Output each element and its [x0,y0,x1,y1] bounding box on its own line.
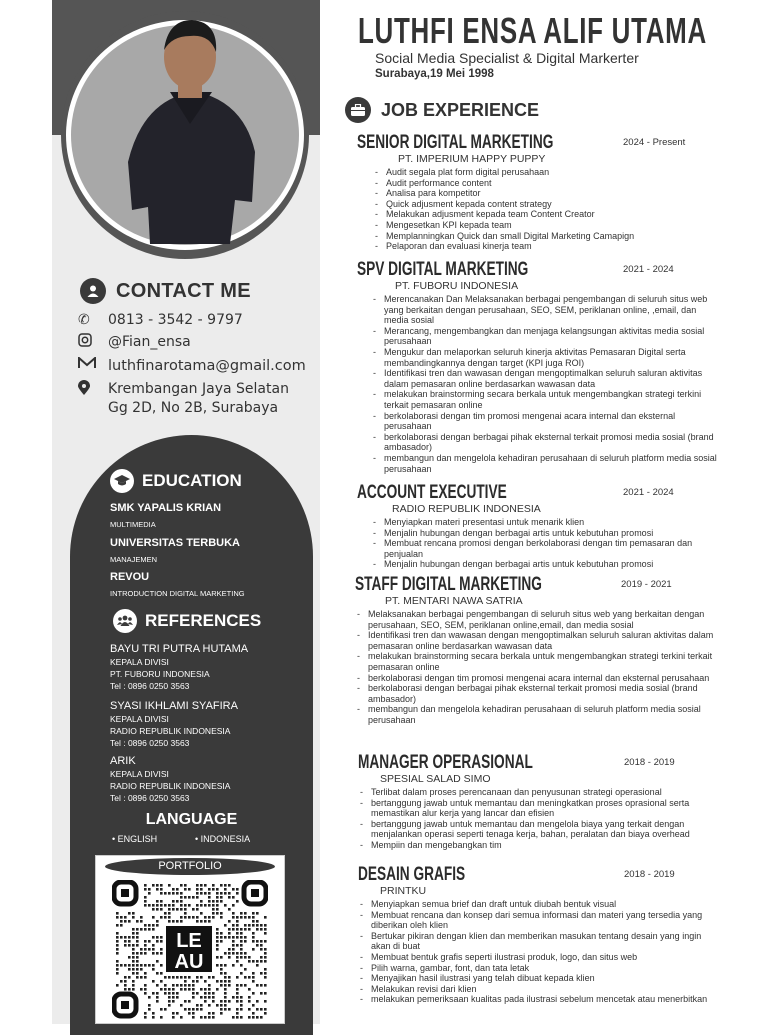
instagram-icon [78,333,108,347]
job-duty-item: - melakukan pemeriksaan kualitas pada ilustrasi sebelum mencetak atau menerbitkan [358,994,718,1005]
job-duty-item: - berkolaborasi dengan tim promosi mengenai acara internal dan eksternal perusahaan [371,411,717,432]
education-major: MANAJEMEN [110,555,158,564]
portfolio-qr-code[interactable] [112,880,268,1020]
job-duty-item: - Audit performance content [373,178,717,189]
job-duty-item: - melakukan brainstorming secara berkala untuk mengembangkan strategi terkini terkait pemasaran online [355,651,715,672]
job-duty-item: - berkolaborasi dengan berbagai pihak eksternal terkait promosi media sosial (brand ambasador) [355,683,715,704]
location-pin-icon [78,380,108,396]
mail-icon [78,357,108,369]
language-item: • INDONESIA [195,834,251,844]
job-duty-item: - Melakukan adjusment kepada team Content Creator [373,209,717,220]
job-period: 2021 - 2024 [623,264,674,275]
job-period: 2024 - Present [623,137,686,148]
job-period: 2021 - 2024 [623,487,674,498]
job-duty-item: - Pelaporan dan evaluasi kinerja team [373,241,717,252]
job-entry [357,133,717,252]
job-title: SENIOR DIGITAL MARKETING [357,132,554,153]
job-duty-item: - Merancang, mengembangkan dan menjaga kelangsungan aktivitas media sosial perusahaan [371,326,717,347]
education-major: MULTIMEDIA [110,520,156,529]
profile-person-image [120,12,260,262]
job-company: PRINTKU [380,885,427,897]
candidate-role: Social Media Specialist & Digital Markerter [375,50,639,66]
references-heading: REFERENCES [113,609,261,633]
job-title: SPV DIGITAL MARKETING [357,259,529,280]
job-title: ACCOUNT EXECUTIVE [357,482,507,503]
job-duty-item: - Quick adjusment kepada content strategy [373,199,717,210]
job-entry [357,260,717,474]
job-duties [371,294,717,474]
job-company: PT. FUBORU INDONESIA [395,280,519,292]
job-duty-item: - Membuat bentuk grafis seperti ilustrasi produk, logo, dan situs web [358,952,718,963]
job-duty-item: - membangun dan mengelola kehadiran perusahaan di seluruh platform media sosial perusahaan [371,453,717,474]
contact-phone: ✆ 0813 - 3542 - 9797 [78,312,243,328]
contact-heading: CONTACT ME [80,278,251,304]
job-duty-item: - melakukan brainstorming secara berkala untuk mengembangkan strategi terkini terkait pemasaran online [371,389,717,410]
job-duty-item: - Menyajikan hasil ilustrasi yang telah dibuat kepada klien [358,973,718,984]
job-entry [358,753,718,851]
svg-text:AU: AU [174,951,204,973]
job-duty-item: - Identifikasi tren dan wawasan dengan mengoptimalkan seluruh saluran aktivitas dalam pemasaran online berdasarkan wawasan data [355,630,715,651]
job-entry [355,575,715,726]
job-duty-item: - membangun dan mengelola kehadiran perusahaan di seluruh platform media sosial perusahaan [355,704,715,725]
language-item: • ENGLISH [112,834,158,844]
job-duties [358,787,718,851]
job-duty-item: - Membuat rencana promosi dengan berkolaborasi dengan tim pemasaran dan penjualan [371,538,717,559]
education-major: INTRODUCTION DIGITAL MARKETING [110,589,245,598]
job-entry [357,483,717,570]
job-period: 2019 - 2021 [621,579,672,590]
job-duties [358,899,718,1005]
briefcase-icon [345,97,371,123]
reference-item: BAYU TRI PUTRA HUTAMA KEPALA DIVISI PT. FUBORU INDONESIA Tel : 0896 0250 3563 [110,643,249,691]
job-title: MANAGER OPERASIONAL [358,752,533,773]
graduation-cap-icon [110,469,134,493]
job-duty-item: - Mengukur dan melaporkan seluruh kinerja aktivitas Pemasaran Digital serta membandingkannya dengan target (KPI juga ROI) [371,347,717,368]
job-duty-item: - Terlibat dalam proses perencanaan dan penyusunan strategi operasional [358,787,718,798]
reference-item: ARIK KEPALA DIVISI RADIO REPUBLIK INDONESIA Tel : 0896 0250 3563 [110,755,231,803]
phone-icon: ✆ [78,312,90,328]
language-heading: LANGUAGE [145,811,238,828]
job-duty-item: - Pilih warna, gambar, font, dan tata letak [358,963,718,974]
job-company: SPESIAL SALAD SIMO [380,773,491,785]
user-icon [80,278,106,304]
job-duty-item: - Menyiapkan semua brief dan draft untuk diubah bentuk visual [358,899,718,910]
job-period: 2018 - 2019 [624,869,675,880]
job-duty-item: - Menjalin hubungan dengan berbagai artis untuk kebutuhan promosi [371,559,717,570]
job-duty-item: - Menyiapkan materi presentasi untuk menarik klien [371,517,717,528]
job-duties [371,517,717,570]
job-duty-item: - Membuat rencana dan konsep dari semua informasi dan materi yang tersedia yang diberikan oleh klien [358,910,718,931]
job-company: RADIO REPUBLIK INDONESIA [392,503,541,515]
contact-instagram[interactable]: @Fian_ensa [78,333,191,352]
job-duty-item: - Memplanningkan Quick dan small Digital Marketing Camapign [373,231,717,242]
contact-address: Krembangan Jaya Selatan Gg 2D, No 2B, Surabaya [78,380,289,418]
job-company: PT. IMPERIUM HAPPY PUPPY [398,153,546,165]
job-duties [355,609,715,726]
svg-text:LE: LE [176,930,202,952]
job-duty-item: - Menjalin hubungan dengan berbagai artis untuk kebutuhan promosi [371,528,717,539]
education-heading: EDUCATION [110,469,242,493]
candidate-name: LUTHFI ENSA ALIF UTAMA [358,10,707,51]
job-duty-item: - berkolaborasi dengan berbagai pihak eksternal terkait promosi media sosial (brand ambasador) [371,432,717,453]
job-duty-item: - Mengesetkan KPI kepada team [373,220,717,231]
education-school: REVOU [110,571,150,583]
portfolio-label: PORTFOLIO [105,858,275,875]
job-duty-item: - Merencanakan Dan Melaksanakan berbagai pengembangan di seluruh situs web yang berkaitan dengan perusahaan, SEO, SEM, periklanan online, ,email, dan media sosial [371,294,717,326]
job-duty-item: - Audit segala plat form digital perusahaan [373,167,717,178]
job-duty-item: - Identifikasi tren dan wawasan dengan mengoptimalkan seluruh saluran aktivitas dalam pemasaran online berdasarkan wawasan data [371,368,717,389]
reference-item: SYASI IKHLAMI SYAFIRA KEPALA DIVISI RADIO REPUBLIK INDONESIA Tel : 0896 0250 3563 [110,700,238,748]
birth-info: Surabaya,19 Mei 1998 [375,68,494,80]
job-duty-item: - Analisa para kompetitor [373,188,717,199]
education-school: SMK YAPALIS KRIAN [110,502,222,514]
job-duty-item: - berkolaborasi dengan tim promosi mengenai acara internal dan eksternal perusahaan [355,673,715,684]
job-duty-item: - Melakukan revisi dari klien [358,984,718,995]
job-duty-item: - Bertukar pikiran dengan klien dan memberikan masukan tentang desain yang ingin akan di buat [358,931,718,952]
job-duty-item: - bertanggung jawab untuk memantau dan mengelola biaya yang terkait dengan menjalankan operasi seperti tenaga kerja, bahan, peralatan dan biaya overhead [358,819,718,840]
job-entry [358,865,718,1005]
contact-email[interactable]: luthfinarotama@gmail.com [78,357,306,376]
job-duties [373,167,717,252]
job-company: PT. MENTARI NAWA SATRIA [385,595,523,607]
job-duty-item: - bertanggung jawab untuk memantau dan meningkatkan proses oprasional serta memastikan alur kerja yang lancar dan efisien [358,798,718,819]
job-title: DESAIN GRAFIS [358,864,466,885]
job-duty-item: - Mempiin dan mengebangkan tim [358,840,718,851]
job-experience-heading: JOB EXPERIENCE [345,97,539,123]
education-school: UNIVERSITAS TERBUKA [110,537,240,549]
job-period: 2018 - 2019 [624,757,675,768]
job-duty-item: - Melaksanakan berbagai pengembangan di seluruh situs web yang berkaitan dengan perusahaan, SEO, SEM, periklanan online,email, dan media sosial [355,609,715,630]
group-icon [113,609,137,633]
job-title: STAFF DIGITAL MARKETING [355,574,542,595]
